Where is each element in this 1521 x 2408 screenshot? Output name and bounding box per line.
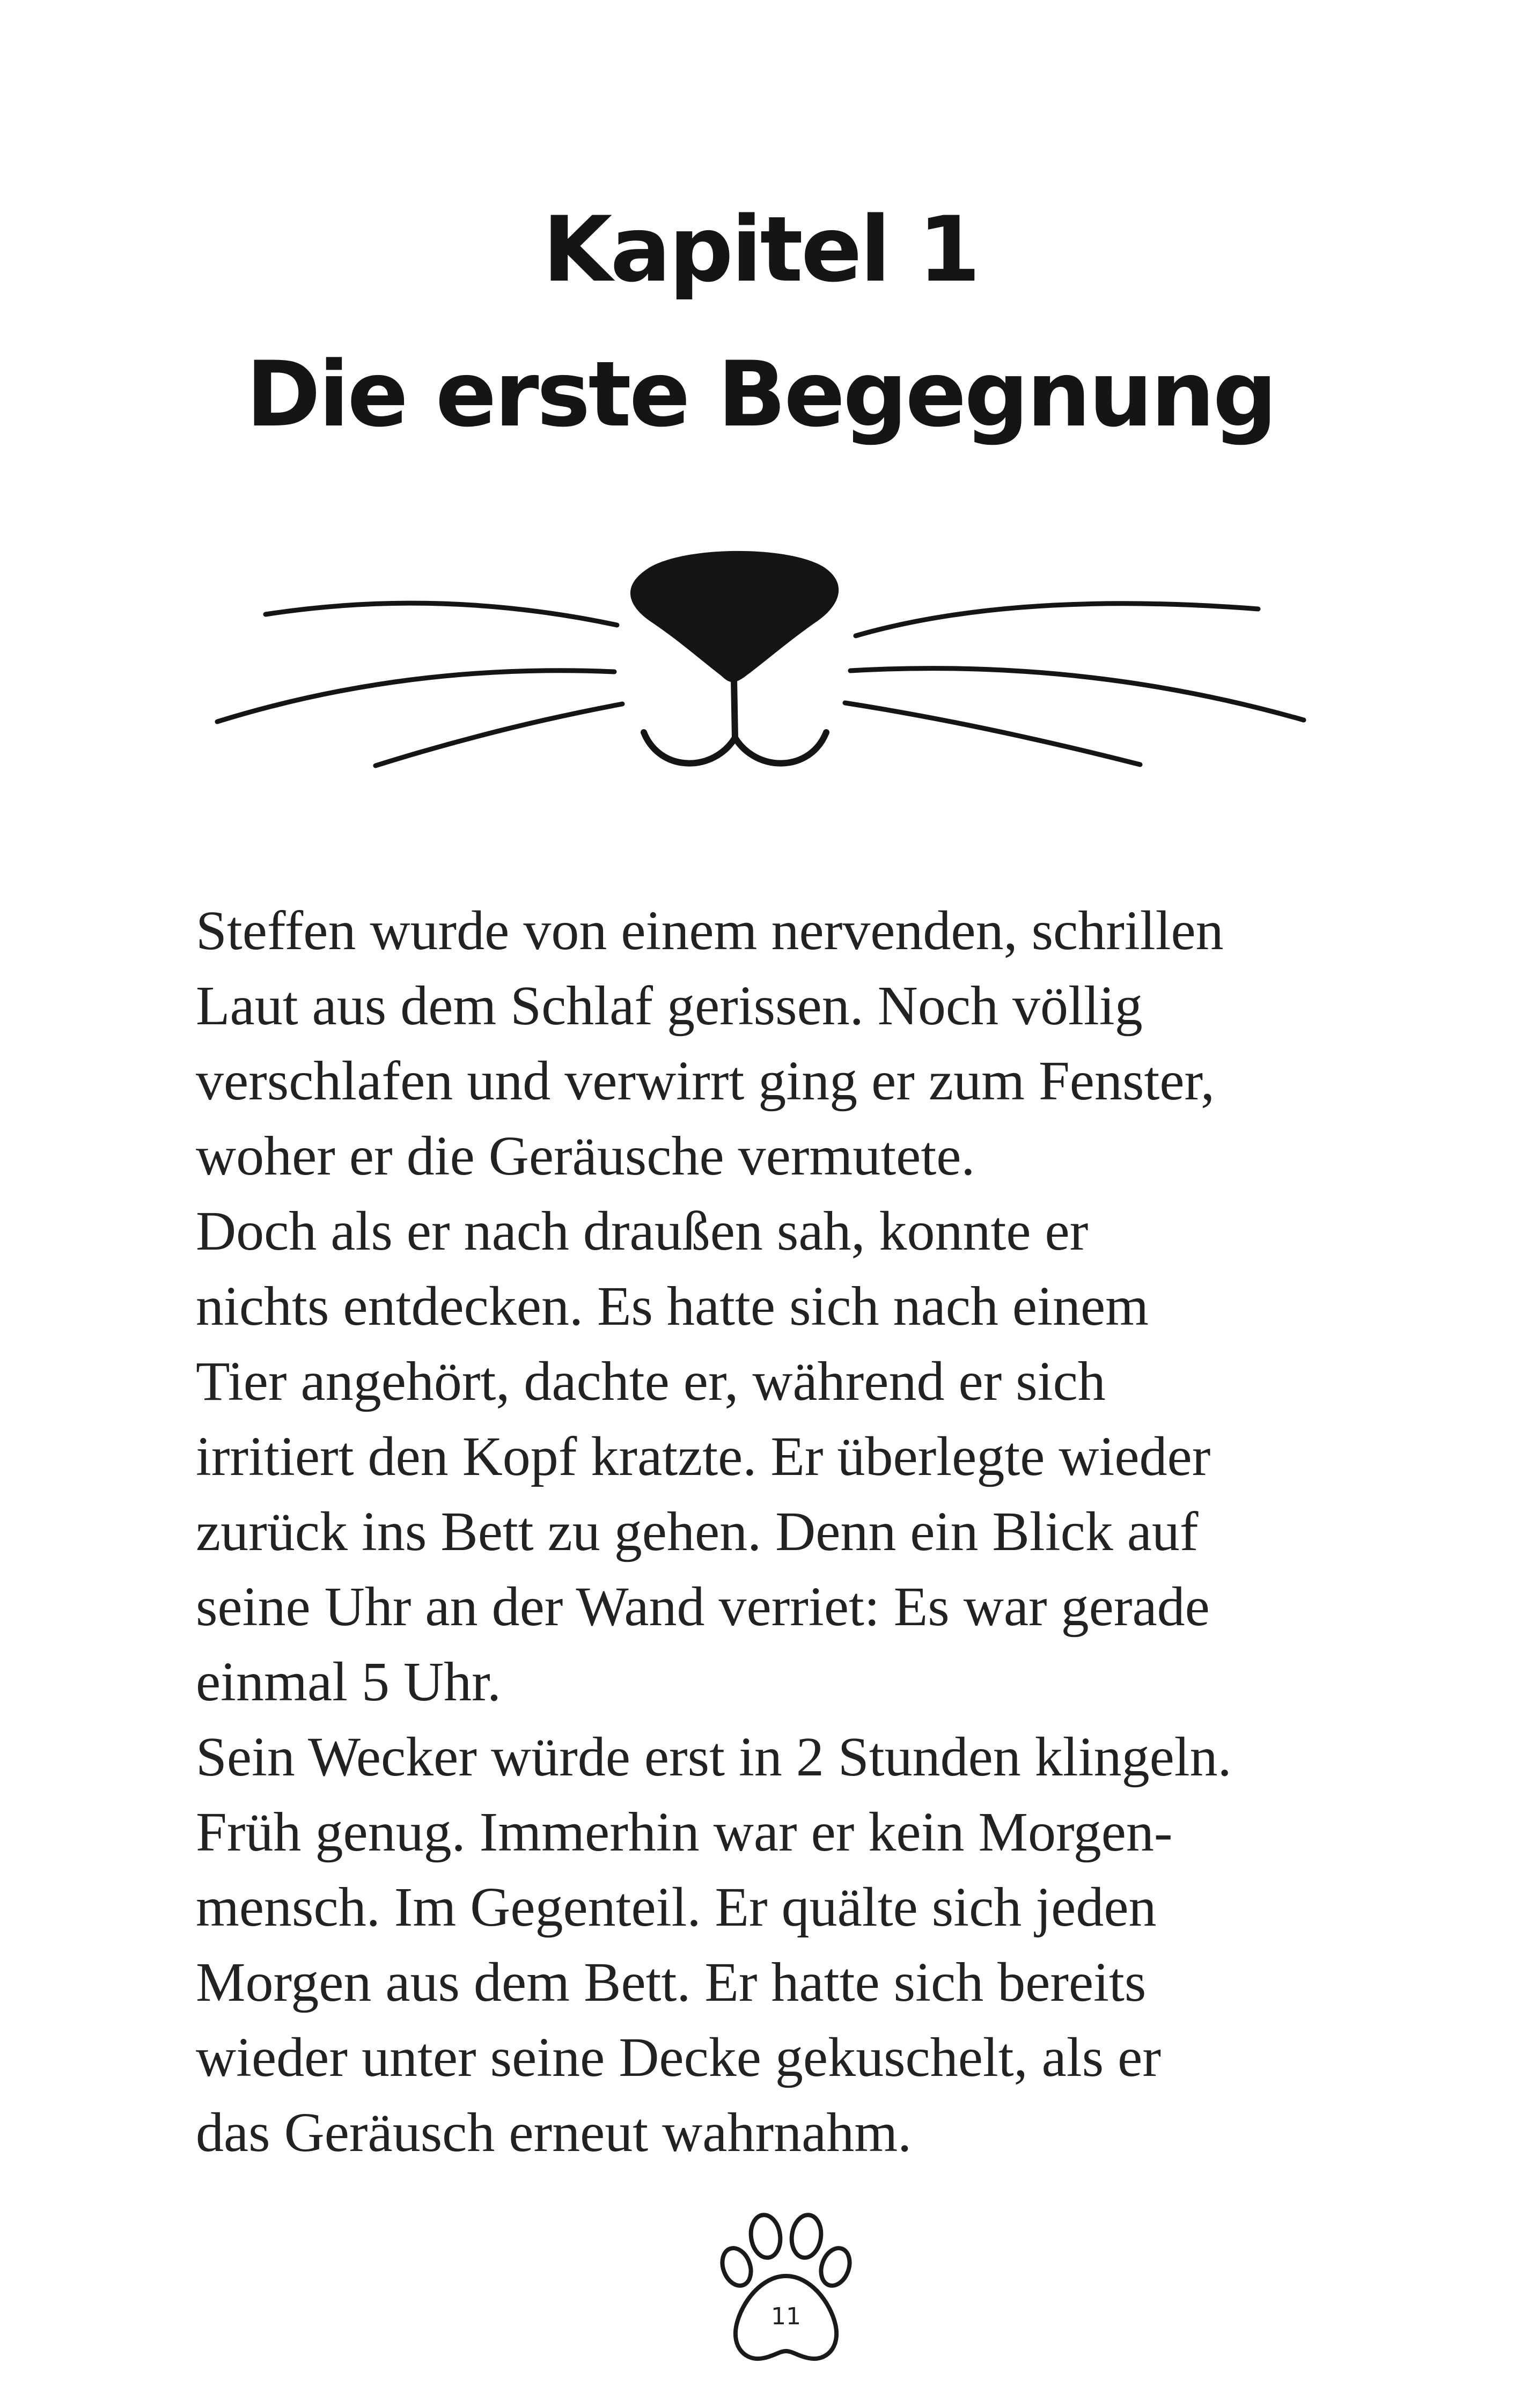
- text-line: Steffen wurde von einem nervenden, schrillen: [196, 900, 1224, 961]
- whisker-left-top: [266, 603, 617, 625]
- whisker-left-middle: [217, 671, 614, 722]
- cat-nose: [630, 551, 839, 682]
- chapter-title: Die erste Begegnung: [246, 342, 1275, 447]
- text-line: Tier angehört, dachte er, während er sich: [196, 1350, 1106, 1412]
- whisker-right-bottom: [845, 703, 1140, 765]
- page-footer: [716, 2211, 856, 2372]
- text-line: das Geräusch erneut wahrnahm.: [196, 2102, 912, 2163]
- cat-philtrum: [734, 679, 735, 738]
- text-line: verschlafen und verwirrt ging er zum Fenster,: [196, 1050, 1215, 1112]
- text-line: zurück ins Bett zu gehen. Denn ein Blick auf: [196, 1501, 1199, 1562]
- chapter-body-text: [196, 893, 1333, 2170]
- page-number: 11: [771, 2303, 801, 2330]
- cat-nose-whiskers-icon: [204, 547, 1320, 794]
- text-line: einmal 5 Uhr.: [196, 1651, 502, 1713]
- text-line: irritiert den Kopf kratzte. Er überlegte wieder: [196, 1426, 1211, 1487]
- text-line: nichts entdecken. Es hatte sich nach einem: [196, 1275, 1149, 1337]
- whisker-right-middle: [850, 669, 1304, 720]
- chapter-heading: [0, 177, 1521, 467]
- text-line: Doch als er nach draußen sah, konnte er: [196, 1200, 1089, 1262]
- chapter-number: Kapitel 1: [542, 197, 979, 302]
- text-line: wieder unter seine Decke gekuschelt, als er: [196, 2027, 1161, 2088]
- text-line: seine Uhr an der Wand verriet: Es war gerade: [196, 1576, 1210, 1638]
- cat-mouth: [644, 732, 826, 763]
- text-line: woher er die Geräusche vermutete.: [196, 1125, 975, 1187]
- text-line: Laut aus dem Schlaf gerissen. Noch völlig: [196, 975, 1143, 1037]
- text-line: mensch. Im Gegenteil. Er quälte sich jeden: [196, 1876, 1157, 1938]
- paw-print-icon: [716, 2211, 856, 2372]
- text-line: Morgen aus dem Bett. Er hatte sich bereits: [196, 1951, 1147, 2013]
- text-line: Früh genug. Immerhin war er kein Morgen-: [196, 1801, 1173, 1863]
- whisker-right-top: [856, 604, 1258, 636]
- whisker-left-bottom: [376, 704, 622, 766]
- text-line: Sein Wecker würde erst in 2 Stunden klingeln.: [196, 1726, 1232, 1788]
